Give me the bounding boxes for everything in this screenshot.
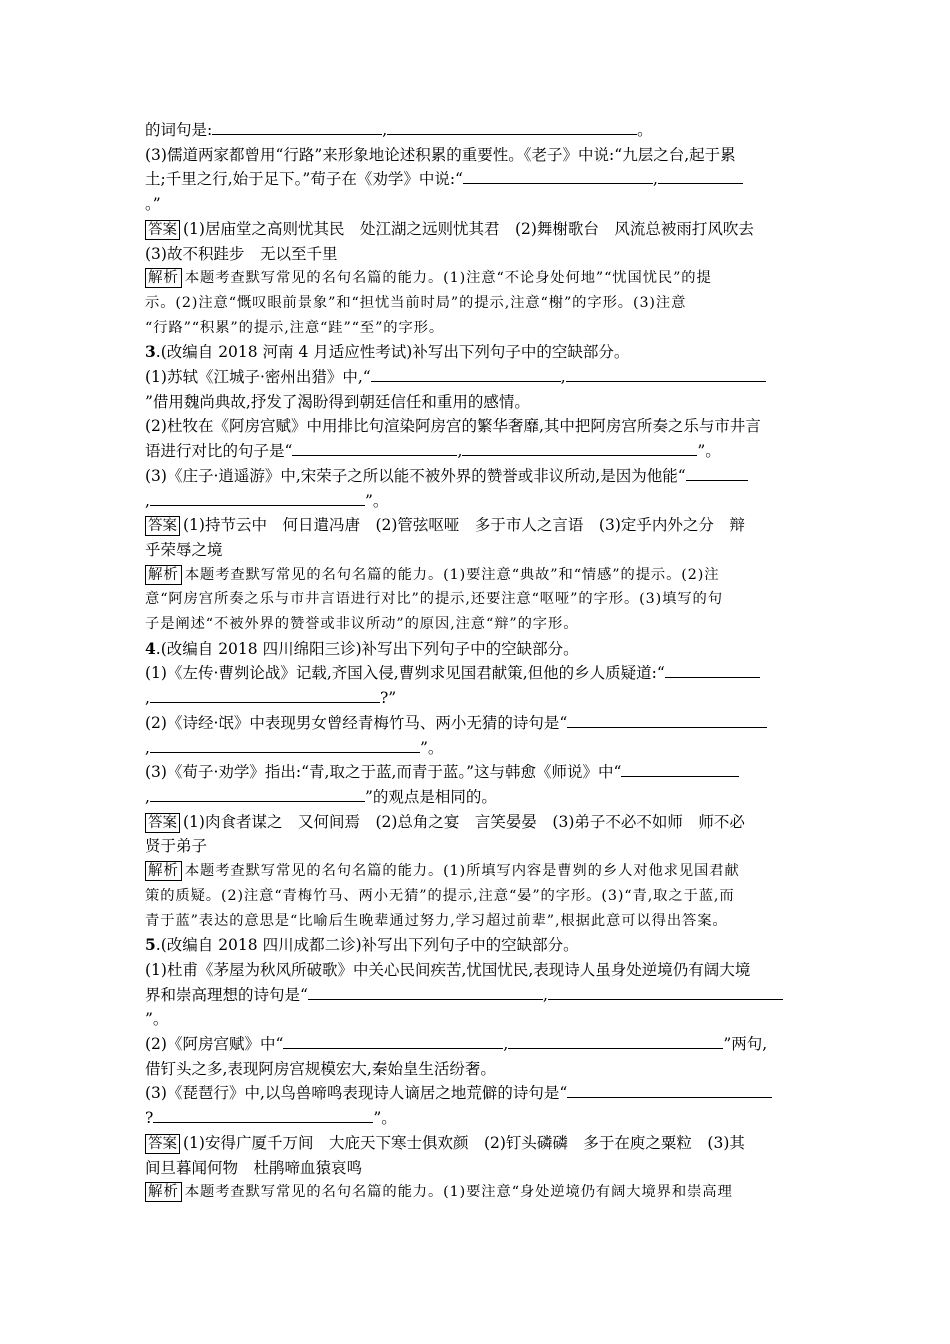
text: , — [145, 787, 150, 806]
fill-blank — [150, 489, 365, 506]
question-text: .(改编自 2018 河南 4 月适应性考试)补写出下列句子中的空缺部分。 — [155, 343, 630, 362]
fill-blank — [686, 464, 748, 481]
fill-blank — [371, 365, 561, 382]
explanation-line: 策的质疑。(2)注意“青梅竹马、两小无猜”的提示,注意“晏”的字形。(3)“青,取之于蓝,而 — [145, 887, 735, 904]
text: ”。 — [373, 1109, 397, 1128]
question-text: .(改编自 2018 四川成都二诊)补写出下列句子中的空缺部分。 — [155, 936, 579, 955]
fill-blank — [212, 118, 382, 135]
text: 的词句是: — [145, 121, 213, 139]
fill-blank — [292, 439, 457, 456]
fill-blank — [150, 736, 420, 753]
text: ”。 — [364, 491, 389, 510]
explanation-line: 子是阐述“不被外界的赞誉或非议所动”的原因,注意“辩”的字形。 — [145, 616, 579, 633]
q3-line — [145, 439, 810, 464]
q2-line — [145, 167, 810, 192]
explanation-line — [145, 859, 810, 884]
explanation-line — [145, 563, 810, 588]
text: , — [503, 1035, 509, 1054]
q5-line — [145, 1032, 810, 1057]
q4-line — [145, 686, 810, 711]
answer-line: 间旦暮闻何物 杜鹃啼血猿哀鸣 — [145, 1158, 363, 1177]
q3-line: (2)杜牧在《阿房宫赋》中用排比句渲染阿房宫的繁华奢靡,其中把阿房宫所奏之乐与市井言 — [145, 417, 761, 436]
text: , — [542, 985, 548, 1004]
answer-line: 乎荣辱之境 — [145, 540, 223, 559]
answer-line — [145, 1131, 810, 1156]
answer-line — [145, 513, 810, 538]
answer-line: 贤于弟子 — [145, 837, 208, 856]
text: ”。 — [697, 442, 721, 461]
fill-blank — [548, 983, 783, 1000]
fill-blank — [308, 983, 543, 1000]
q2-line: 。” — [145, 195, 161, 214]
question-heading — [145, 933, 810, 958]
q4-line — [145, 711, 810, 736]
explanation-line: 示。(2)注意“慨叹眼前景象”和“担忧当前时局”的提示,注意“榭”的字形。(3)注意 — [145, 294, 687, 311]
explanation-text: 本题考查默写常见的名句名篇的能力。(1)注意“不论身处何地”“忧国忧民”的提 — [184, 270, 712, 287]
q4-line — [145, 736, 810, 761]
text: , — [652, 170, 658, 189]
q3-line — [145, 489, 810, 514]
text: , — [145, 738, 150, 757]
fill-blank — [462, 439, 697, 456]
fill-blank — [567, 1081, 772, 1098]
fill-blank — [658, 167, 743, 184]
answer-tag: 答案 — [145, 516, 180, 536]
q5-line: (1)杜甫《茅屋为秋风所破歌》中关心民间疾苦,忧国忧民,表现诗人虽身处逆境仍有阔大境 — [145, 960, 751, 979]
question-number: 5 — [145, 935, 156, 955]
q3-line — [145, 464, 810, 489]
text: 语进行对比的句子是“ — [145, 442, 293, 461]
question-heading — [145, 637, 810, 662]
q5-line: ”。 — [145, 1010, 169, 1029]
fill-blank — [621, 760, 739, 777]
explanation-line: 青于蓝”表达的意思是“比喻后生晚辈通过努力,学习超过前辈”,根据此意可以得出答案。 — [145, 912, 728, 929]
text: , — [145, 491, 150, 510]
text: , — [457, 442, 463, 461]
answer-text: (1)持节云中 何日遣冯唐 (2)管弦呕哑 多于市人之言语 (3)定乎内外之分 辩 — [183, 516, 745, 535]
q4-line — [145, 661, 810, 686]
text: , — [382, 121, 388, 139]
answer-text: (1)安得广厦千万间 大庇天下寒士俱欢颜 (2)钉头磷磷 多于在庾之粟粒 (3)其 — [183, 1133, 745, 1152]
fill-blank — [150, 785, 365, 802]
explanation-tag: 解析 — [145, 861, 182, 881]
fill-blank — [153, 1106, 373, 1123]
text: ”两句, — [723, 1035, 768, 1054]
fill-blank — [508, 1032, 723, 1049]
text: (2)《阿房宫赋》中“ — [145, 1035, 284, 1054]
text: 。 — [637, 121, 653, 139]
q5-line — [145, 1081, 810, 1106]
fill-blank — [387, 118, 637, 135]
explanation-line — [145, 1180, 810, 1205]
text: 界和崇高理想的诗句是“ — [145, 985, 308, 1004]
question-text: .(改编自 2018 四川绵阳三诊)补写出下列句子中的空缺部分。 — [155, 639, 579, 658]
fill-blank — [567, 711, 767, 728]
answer-line — [145, 217, 810, 242]
text: ? — [145, 1109, 154, 1128]
text: ”的观点是相同的。 — [364, 787, 497, 806]
text: , — [145, 689, 150, 708]
explanation-line — [145, 266, 810, 291]
answer-tag: 答案 — [145, 813, 180, 833]
fill-blank — [463, 167, 653, 184]
q2-line — [145, 118, 810, 143]
q5-line — [145, 983, 810, 1008]
q2-line: (3)儒道两家都曾用“行路”来形象地论述积累的重要性。《老子》中说:“九层之台,起于累 — [145, 145, 736, 164]
text: (3)《荀子·劝学》指出:“青,取之于蓝,而青于蓝。”这与韩愈《师说》中“ — [145, 763, 622, 782]
answer-tag: 答案 — [145, 220, 180, 240]
text: (1)《左传·曹刿论战》记载,齐国入侵,曹刿求见国君献策,但他的乡人质疑道:“ — [145, 664, 665, 683]
explanation-text: 本题考查默写常见的名句名篇的能力。(1)要注意“身处逆境仍有阔大境界和崇高理 — [184, 1184, 733, 1201]
question-heading — [145, 340, 810, 365]
document-page — [145, 118, 810, 1205]
explanation-line: 意“阿房宫所奏之乐与市井言语进行对比”的提示,还要注意“呕哑”的字形。(3)填写的句 — [145, 591, 723, 608]
explanation-text: 本题考查默写常见的名句名篇的能力。(1)要注意“典故”和“情感”的提示。(2)注 — [184, 566, 720, 583]
text: (3)《琵琶行》中,以鸟兽啼鸣表现诗人谪居之地荒僻的诗句是“ — [145, 1084, 568, 1103]
text: , — [560, 368, 566, 387]
answer-text: (1)肉食者谋之 又何间焉 (2)总角之宴 言笑晏晏 (3)弟子不必不如师 师不必 — [183, 812, 745, 831]
explanation-line: “行路”“积累”的提示,注意“跬”“至”的字形。 — [145, 319, 445, 336]
fill-blank — [283, 1032, 503, 1049]
answer-text: (1)居庙堂之高则忧其民 处江湖之远则忧其君 (2)舞榭歌台 风流总被雨打风吹去 — [183, 219, 754, 238]
explanation-tag: 解析 — [145, 268, 182, 288]
fill-blank — [665, 661, 760, 678]
answer-line: (3)故不积跬步 无以至千里 — [145, 244, 338, 263]
text: 土;千里之行,始于足下。”荀子在《劝学》中说:“ — [145, 170, 463, 189]
explanation-text: 本题考查默写常见的名句名篇的能力。(1)所填写内容是曹刿的乡人对他求见国君献 — [184, 863, 740, 880]
q4-line — [145, 760, 810, 785]
q3-line — [145, 365, 810, 390]
text: (1)苏轼《江城子·密州出猎》中,“ — [145, 368, 371, 387]
text: (3)《庄子·逍遥游》中,宋荣子之所以能不被外界的赞誉或非议所动,是因为他能“ — [145, 466, 686, 485]
text: ”。 — [419, 738, 444, 757]
question-number: 3 — [145, 342, 156, 362]
q5-line — [145, 1106, 810, 1131]
answer-tag: 答案 — [145, 1134, 180, 1154]
explanation-tag: 解析 — [145, 565, 182, 585]
explanation-tag: 解析 — [145, 1182, 182, 1202]
q4-line — [145, 785, 810, 810]
q5-line: 借钉头之多,表现阿房宫规模宏大,秦始皇生活纷奢。 — [145, 1059, 496, 1078]
q3-line: ”借用魏尚典故,抒发了渴盼得到朝廷信任和重用的感情。 — [145, 392, 530, 411]
question-number: 4 — [145, 638, 156, 658]
fill-blank — [150, 686, 380, 703]
answer-line — [145, 810, 810, 835]
fill-blank — [566, 365, 766, 382]
text: (2)《诗经·氓》中表现男女曾经青梅竹马、两小无猜的诗句是“ — [145, 713, 568, 732]
text: ?” — [379, 689, 397, 708]
